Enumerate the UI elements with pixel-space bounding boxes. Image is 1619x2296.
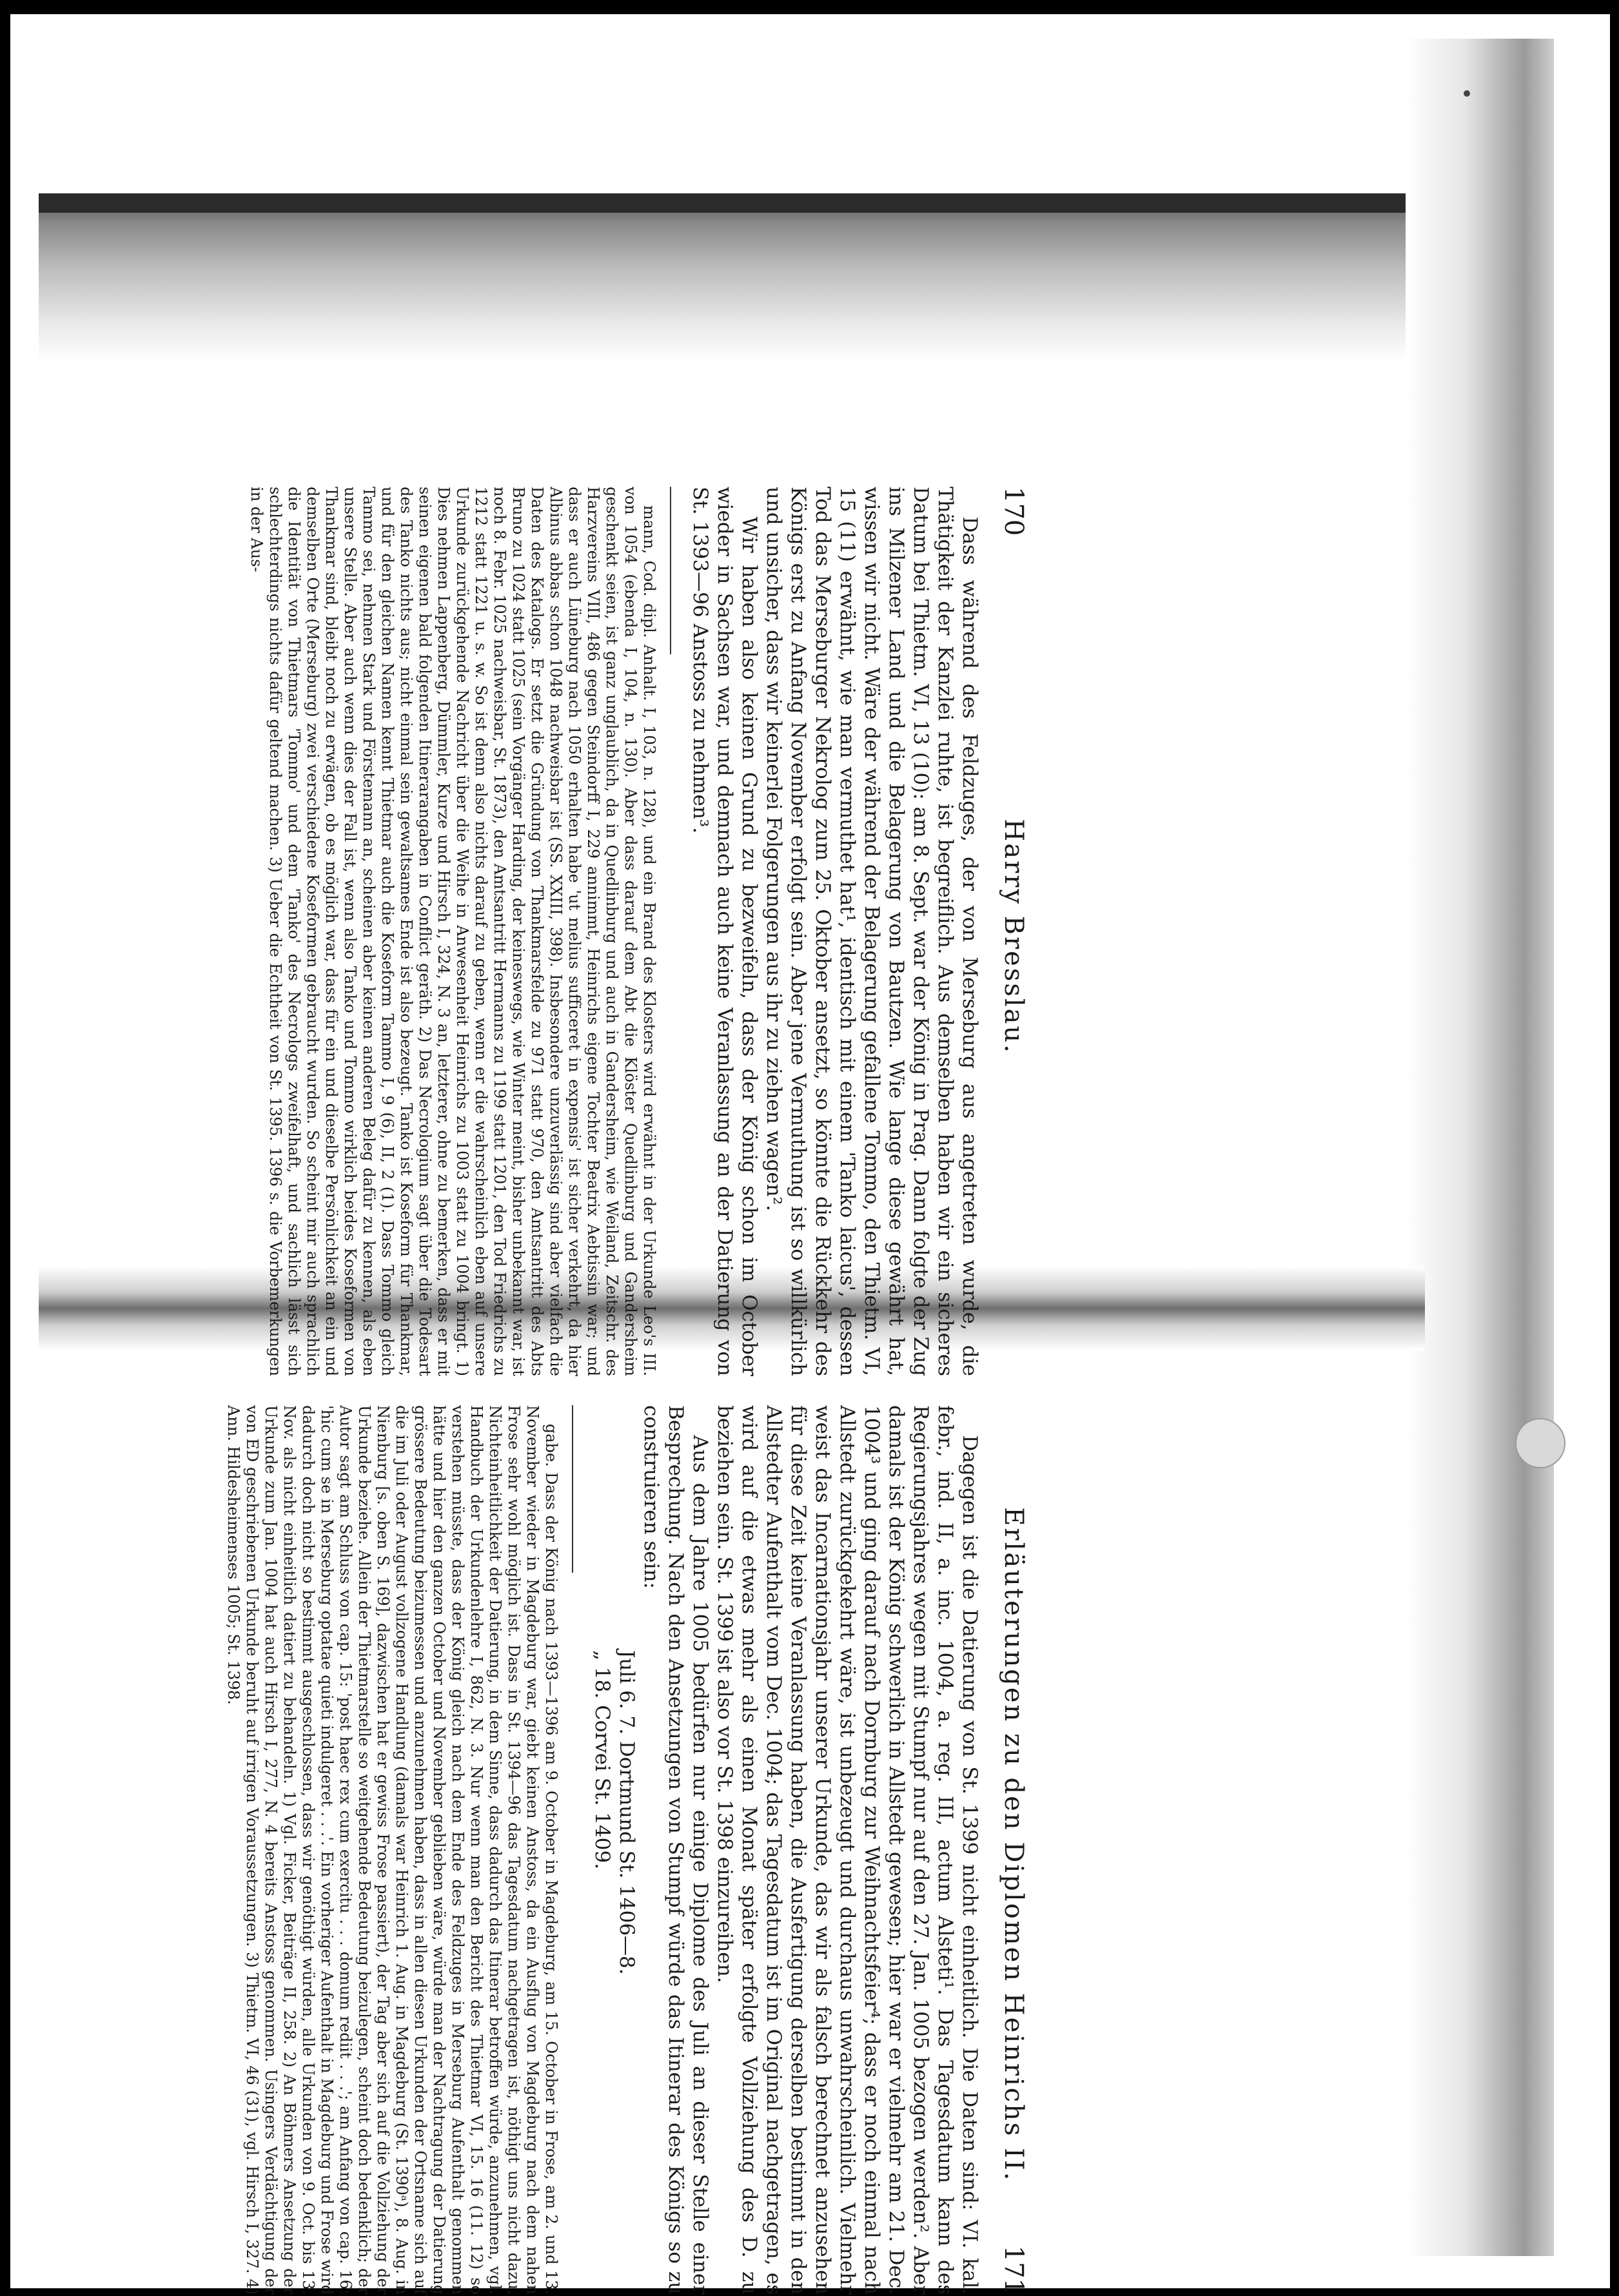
itinerary-line: Juli 6. 7. Dortmund St. 1406—8.	[615, 1650, 638, 1975]
punch-hole-icon	[1515, 1418, 1565, 1468]
upper-footnotes	[247, 487, 658, 1376]
lower-paragraph: Dagegen ist die Datierung von St. 1399 nicht einheitlich. Die Daten sind: VI. kal. febr., ind. II, a. inc. 1004, a. reg. III, actum Alsteti¹. Das Tagesdatum kann des Regierungsjahres wegen mit Stumpf nur auf den 27. Jan. 1005 bezogen werden². Aber damals ist der König schwerlich in Allstedt gewesen; hier war er vielmehr am 21. Dec. 1004³ und ging darauf nach Dornburg zur Weihnachtsfeier⁴; dass er noch einmal nach Allstedt zurückgekehrt wäre, ist unbezeugt und durchaus unwahrscheinlich. Vielmehr weist das Incarnationsjahr unserer Urkunde, das wir als falsch berechnet anzusehen für diese Zeit keine Veranlassung haben, die Ausfertigung derselben bestimmt in den Allstedter Aufenthalt vom Dec. 1004; das Tagesdatum ist im Original nachgetragen, es wird auf die etwas mehr als einen Monat später erfolgte Vollziehung des D. zu beziehen sein. St. 1399 ist also vor St. 1398 einzureihen.	[713, 1405, 981, 2295]
scan-frame-left	[0, 0, 10, 2296]
footnote-rule	[670, 487, 671, 654]
upper-paragraph: Dass während des Feldzuges, der von Merseburg aus angetreten wurde, die Thätigkeit der Kanzlei ruhte, ist begreiflich. Aus demselben haben wir ein sicheres Datum bei Thietm. VI, 13 (10): am 8. Sept. war der König in Prag. Dann folgte der Zug ins Milzener Land und die Belagerung von Bautzen. Wie lange diese gewährt hat, wissen wir nicht. Wäre der während der Belagerung gefallene Tommo, den Thietm. VI, 15 (11) erwähnt, wie man vermuthet hat¹, identisch mit einem 'Tanko laicus', dessen Tod das Merseburger Nekrolog zum 25. Oktober ansetzt, so könnte die Rückkehr des Königs erst zu Anfang November erfolgt sein. Aber jene Vermuthung ist so willkürlich und unsicher, dass wir keinerlei Folgerungen aus ihr zu ziehen wagen².	[762, 487, 981, 1376]
upper-footnote-text: mann, Cod. dipl. Anhalt. I, 103, n. 128), und ein Brand des Klosters wird erwähnt in der Urkunde Leo's III. von 1054 (ebenda I, 104, n. 130). Aber dass darauf dem Abt die Klöster Quedlinburg und Gandersheim geschenkt seien, ist ganz unglaublich, da in Quedlinburg und auch in Gandersheim, wie Weiland, Zeitschr. des Harzvereins VIII, 486 gegen Steindorff I, 229 annimmt, Heinrichs eigene Tochter Beatrix Aebtissin war; und dass er auch Lüneburg nach 1050 erhalten habe 'ut melius sufficeret in expensis' ist sicher verkehrt, da hier Albinus abbas schon 1048 nachweisbar ist (SS. XXIII, 398). Insbesondere unzuverlässig sind aber vielfach die Daten des Katalogs. Er setzt die Gründung von Thankmarsfelde zu 971 statt 970, den Amtsantritt des Abts Bruno zu 1024 statt 1025 (sein Vorgänger Harding, der keineswegs, wie Winter meint, bisher unbekannt war, ist noch 8. Febr. 1025 nachweisbar, St. 1873), den Amtsantritt Hermanns zu 1199 statt 1201, den Tod Friedrichs zu 1212 statt 1221 u. s. w. So ist denn also nichts darauf zu geben, wenn er die wahrscheinlich eben auf unsere Urkunde zurückgehende Nachricht über die Weihe in Anwesenheit Heinrichs zu 1003 statt zu 1004 bringt. 1) Dies nehmen Lappenberg, Dümmler, Kurze und Hirsch I, 324, N. 3 an, letzterer, ohne zu bemerken, dass er mit seinen eigenen bald folgenden Itinerarangaben in Conflict geräth. 2) Das Necrologium sagt über die Todesart des Tanko nichts aus; nicht einmal sein gewaltsames Ende ist also bezeugt. Tanko ist Koseform für Thankmar, und für den gleichen Namen kennt Thietmar auch die Koseform Tammo I, 9 (6), II, 2 (1). Dass Tommo gleich Tammo sei, nehmen Stark und Förstemann an, scheinen aber keinen anderen Beleg dafür zu kennen, als eben unsere Stelle. Aber auch wenn dies der Fall ist, wenn also Tanko und Tommo wirklich beides Koseformen von Thankmar sind, bleibt noch zu erwägen, ob es möglich war, dass für ein und dieselbe Persönlichkeit an ein und demselben Orte (Merseburg) zwei verschiedene Koseformen gebraucht wurden. So scheint mir auch sprachlich die Identität von Thietmars 'Tommo' und dem 'Tanko' des Necrologs zweifelhaft, und sachlich lässt sich schlechterdings nichts dafür geltend machen. 3) Ueber die Echtheit von St. 1395. 1396 s. die Vorbemerkungen in der Aus-	[248, 487, 658, 1376]
book-spine-edge	[39, 193, 1425, 213]
lower-footnote-text: gabe. Dass der König nach 1393—1396 am 9. October in Magdeburg, am 15. October in Frose, am 2. und 13. November wieder in Magdeburg war, giebt keinen Anstoss, da ein Ausflug von Magdeburg nach dem nahen Frose sehr wohl möglich ist. Dass in St. 1394—96 das Tagesdatum nachgetragen ist, nöthigt uns nicht dazu, Nichteinheitlichkeit der Datierung, in dem Sinne, dass dadurch das Itinerar betroffen würde, anzunehmen, vgl. Handbuch der Urkundenlehre I, 862, N. 3. Nur wenn man den Bericht des Thietmar VI, 15. 16 (11. 12) so verstehen müsste, dass der König gleich nach dem Ende des Feldzuges in Merseburg Aufenthalt genommen hätte und hier den ganzen October und November geblieben wäre, würde man der Nachtragung der Datierung grössere Bedeutung beizumessen und anzunehmen haben, dass in allen diesen Urkunden der Ortsname sich auf die im Juli oder August vollzogene Handlung (damals war Heinrich 1. Aug. in Magdeburg (St. 1390ᵃ), 8. Aug. in Nienburg [s. oben S. 169], dazwischen hat er gewiss Frose passiert), der Tag aber sich auf die Vollziehung der Urkunde beziehe. Allein der Thietmarstelle so weitgehende Bedeutung beizulegen, scheint doch bedenklich; der Autor sagt am Schluss von cap. 15: 'post haec rex cum exercitu . . . domum rediit . . .'; am Anfang von cap. 16: 'hic cum se in Merseburg optatae quieti indulgeret . . .'. Ein vorheriger Aufenthalt in Magdeburg und Frose wird dadurch doch nicht so bestimmt ausgeschlossen, dass wir genöthigt würden, alle Urkunden von 9. Oct. bis 13. Nov. als nicht einheitlich datiert zu behandeln. 1) Vgl. Ficker, Beiträge II, 258. 2) An Böhmers Ansetzung der Urkunde zum Jan. 1004 hat auch Hirsch I, 277, N. 4 bereits Anstoss genommen. Usingers Verdächtigung der von ED geschriebenen Urkunde beruht auf irrigen Voraussetzungen. 3) Thietm. VI, 46 (31), vgl. Hirsch I, 327. 4) Ann. Hildesheimenses 1005; St. 1398.	[224, 1405, 560, 2295]
lower-running-head: Erläuterungen zu den Diplomen Heinrichs II.	[999, 1507, 1028, 2183]
upper-page-body	[688, 487, 982, 1376]
scan-speck	[1464, 90, 1470, 97]
book-spine-shadow	[39, 193, 1425, 361]
upper-page	[242, 487, 1028, 1376]
lower-footnotes	[224, 1405, 560, 2295]
footnote-rule	[572, 1405, 573, 1573]
upper-page-header	[999, 487, 1028, 1376]
upper-running-head: Harry Bresslau.	[999, 819, 1028, 1055]
page-edge-shadow	[1406, 39, 1554, 2256]
lower-page-body	[590, 1405, 982, 2295]
scan-frame-right	[1610, 0, 1619, 2296]
lower-paragraph: Aus dem Jahre 1005 bedürfen nur einige Diplome des Juli an dieser Stelle einer Besprechung. Nach den Ansetzungen von Stumpf würde das Itinerar des Königs so zu construieren sein:	[640, 1405, 712, 2295]
upper-page-number: 170	[999, 487, 1028, 536]
scan-frame-top	[0, 0, 1619, 14]
lower-page-header	[999, 1405, 1028, 2295]
lower-page	[224, 1405, 1028, 2295]
lower-page-number: 171	[999, 2245, 1028, 2295]
itinerary-line: „ 18. Corvei St. 1409.	[591, 1650, 614, 1870]
upper-paragraph: Wir haben also keinen Grund zu bezweifeln, dass der König schon im October wieder in Sachsen war, und demnach auch keine Veranlassung an der Datierung von St. 1393—96 Anstoss zu nehmen³.	[689, 487, 761, 1376]
